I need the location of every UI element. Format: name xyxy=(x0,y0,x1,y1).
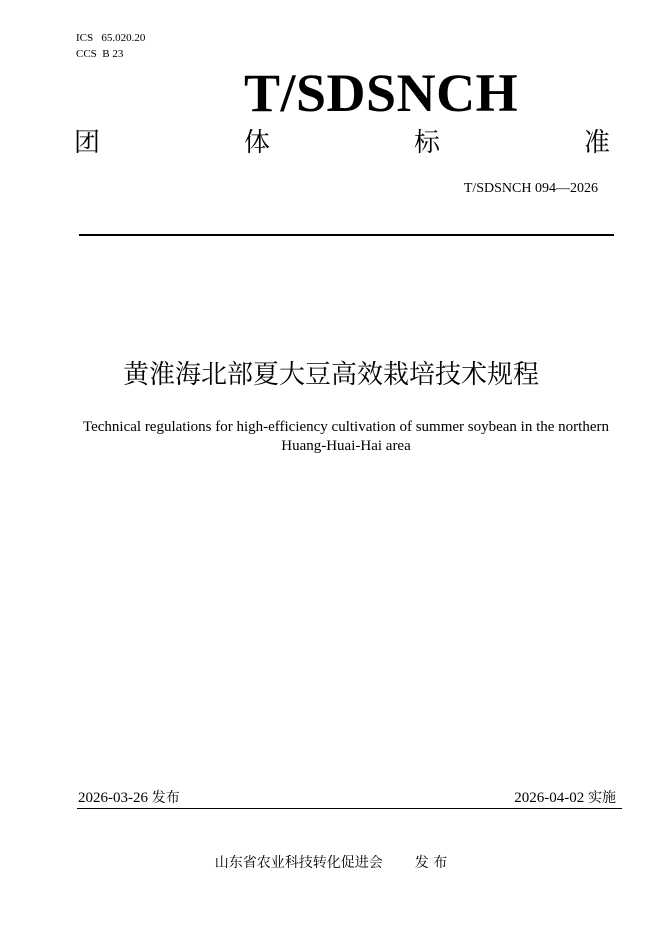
implementation-date: 2026-04-02 xyxy=(514,790,585,806)
ics-code: ICS 65.020.20 xyxy=(76,32,146,44)
issue-label: 发布 xyxy=(151,790,180,806)
standard-type-char: 准 xyxy=(583,128,610,158)
implementation-date-line xyxy=(514,789,616,807)
standard-type-char: 标 xyxy=(413,128,440,158)
document-title-chinese: 黄淮海北部夏大豆高效栽培技术规程 xyxy=(122,360,539,390)
implementation-label: 实施 xyxy=(588,790,616,806)
publisher-line xyxy=(0,853,662,873)
document-title-english: Technical regulations for high-efficiency cultivation of summer soybean in the northern Huang-Huai-Hai area xyxy=(82,419,609,454)
ccs-code: CCS B 23 xyxy=(76,48,124,60)
issue-date: 2026-03-26 xyxy=(78,790,148,806)
issue-date-line xyxy=(78,789,180,807)
header-divider xyxy=(79,234,614,236)
standard-type-char: 体 xyxy=(243,128,270,158)
organization-standard-code: T/SDSNCH xyxy=(244,63,519,123)
publisher-name: 山东省农业科技转化促进会 xyxy=(214,855,383,871)
standard-number: T/SDSNCH 094—2026 xyxy=(463,181,598,196)
standard-type-heading xyxy=(74,127,610,159)
footer-divider xyxy=(77,808,622,809)
publish-label: 发 布 xyxy=(414,855,448,871)
standard-type-char: 团 xyxy=(74,128,101,158)
